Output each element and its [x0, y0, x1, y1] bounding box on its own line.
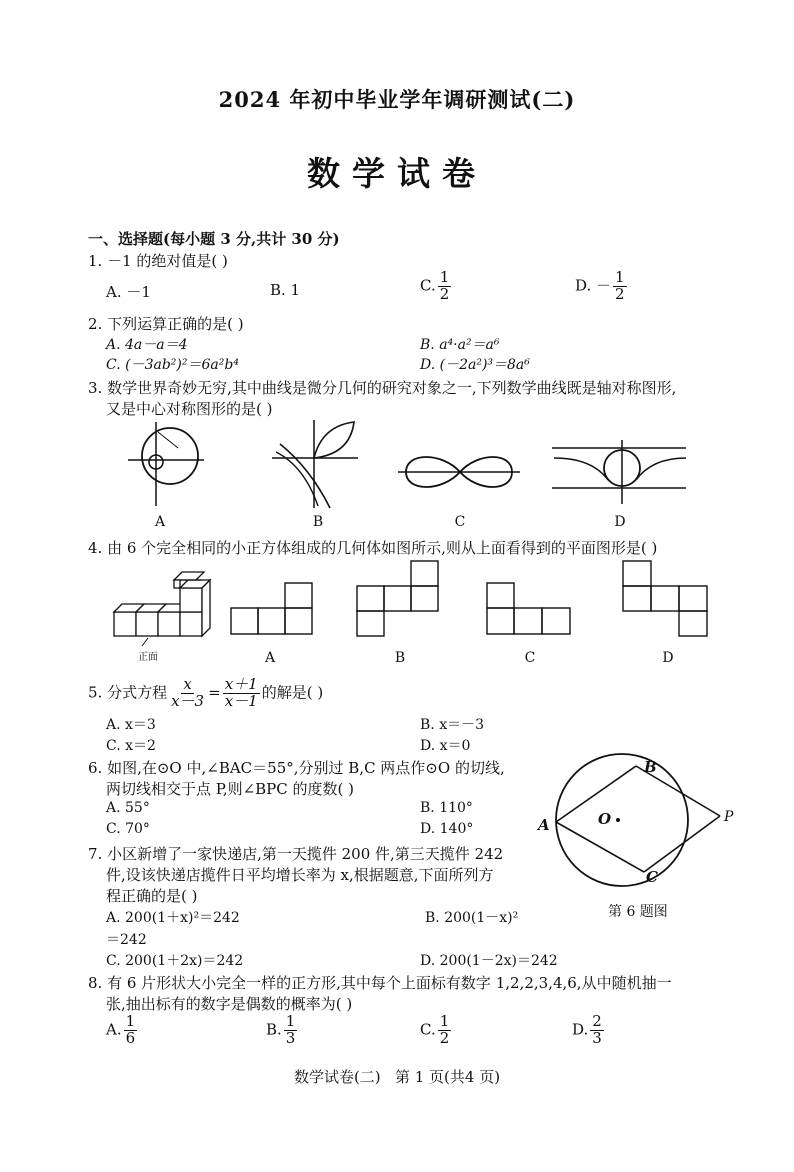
q3-figure-c [398, 448, 522, 498]
q4-option-b-figure [356, 560, 440, 638]
q8-option-c: C. $\frac{1}{2}$ [420, 1012, 450, 1047]
q6-figure [540, 758, 740, 888]
q4-label-c: C [524, 650, 536, 666]
q3-figure-d [552, 440, 688, 506]
q3-label-a: A [154, 514, 166, 530]
page-footer: 数学试卷(二) 第 1 页(共4 页) [293, 1068, 501, 1086]
q6-option-b: B. 110° [420, 800, 473, 816]
q8-line1: 8. 有 6 片形状大小完全一样的正方形,其中每个上面标有数字 1,2,2,3,4,6,从中随机抽一 [88, 974, 672, 992]
subject-title: 数学试卷 [307, 154, 487, 193]
q3-label-b: B [312, 514, 324, 530]
q1-stem: 1. －1 的绝对值是( ) [88, 252, 228, 270]
exam-title: 2024 年初中毕业学年调研测试(二) [218, 87, 576, 112]
q2-option-a: A. 4a－a＝4 [106, 337, 188, 353]
q1-option-a: A. －1 [106, 283, 151, 301]
q6-line1: 6. 如图,在⊙O 中,∠BAC＝55°,分别过 B,C 两点作⊙O 的切线, [88, 759, 505, 777]
q4-stem: 4. 由 6 个完全相同的小正方体组成的几何体如图所示,则从上面看得到的平面图形是( ) [88, 539, 658, 557]
q3-figure-b [270, 418, 360, 510]
q7-line3: 程正确的是( ) [106, 887, 198, 905]
q4-solid-figure [108, 568, 216, 648]
q7-line1: 7. 小区新增了一家快递店,第一天揽件 200 件,第三天揽件 242 [88, 845, 504, 863]
q3-line1: 3. 数学世界奇妙无穷,其中曲线是微分几何的研究对象之一,下列数学曲线既是轴对称图形, [88, 379, 677, 397]
q7-option-b: B. 200(1－x)² [425, 910, 519, 926]
q5-option-b: B. x＝－3 [420, 717, 484, 733]
section-heading: 一、选择题(每小题 3 分,共计 30 分) [88, 230, 340, 248]
q6-line2: 两切线相交于点 P,则∠BPC 的度数( ) [106, 780, 354, 798]
q5-option-d: D. x＝0 [420, 738, 471, 754]
q1-option-b: B. 1 [270, 281, 301, 299]
q2-option-b: B. a⁴·a²＝a⁶ [420, 337, 500, 353]
q7-option-c: C. 200(1＋2x)＝242 [106, 953, 244, 969]
q4-option-a-figure [230, 582, 314, 636]
q4-label-d: D [662, 650, 674, 666]
q8-option-b: B. $\frac{1}{3}$ [266, 1012, 296, 1047]
q6-point-a: A [538, 816, 550, 834]
q6-point-c: C [646, 868, 658, 886]
q6-point-b: B [644, 758, 657, 776]
q7-option-a: A. 200(1＋x)²＝242 [106, 910, 240, 926]
q4-option-d-figure [622, 560, 708, 638]
q5-option-a: A. x＝3 [106, 717, 156, 733]
q2-option-c: C. (－3ab²)²＝6a²b⁴ [106, 357, 239, 373]
q3-label-c: C [454, 514, 466, 530]
q6-option-a: A. 55° [106, 800, 150, 816]
q6-figure-caption: 第 6 题图 [608, 904, 668, 920]
q4-front-label: 正面 [138, 652, 158, 663]
q2-stem: 2. 下列运算正确的是( ) [88, 315, 244, 333]
q7-option-b-continued: ＝242 [106, 932, 147, 948]
q5-option-c: C. x＝2 [106, 738, 156, 754]
q6-point-o: O [598, 810, 612, 828]
q6-option-c: C. 70° [106, 821, 150, 837]
q1-option-c: C. $\frac{1}{2}$ [420, 268, 450, 303]
q8-option-d: D. $\frac{2}{3}$ [572, 1012, 602, 1047]
q5-stem: 5. 分式方程 $\frac{x}{x-3}$ = $\frac{x+1}{x-1}$ 的解是( ) [88, 675, 324, 710]
q4-option-c-figure [486, 582, 572, 636]
q6-point-p: P [724, 809, 734, 825]
q6-option-d: D. 140° [420, 821, 474, 837]
q4-label-b: B [394, 650, 406, 666]
q3-label-d: D [614, 514, 626, 530]
q4-label-a: A [264, 650, 276, 666]
q1-option-d: D. － $\frac{1}{2}$ [575, 268, 625, 303]
q8-line2: 张,抽出标有的数字是偶数的概率为( ) [106, 995, 353, 1013]
q3-line2: 又是中心对称图形的是( ) [106, 400, 273, 418]
q7-line2: 件,设该快递店揽件日平均增长率为 x,根据题意,下面所列方 [106, 866, 494, 884]
q2-option-d: D. (－2a²)³＝8a⁶ [420, 357, 530, 373]
q3-figure-a [120, 420, 210, 510]
q8-option-a: A. $\frac{1}{6}$ [106, 1012, 136, 1047]
q7-option-d: D. 200(1－2x)＝242 [420, 953, 558, 969]
